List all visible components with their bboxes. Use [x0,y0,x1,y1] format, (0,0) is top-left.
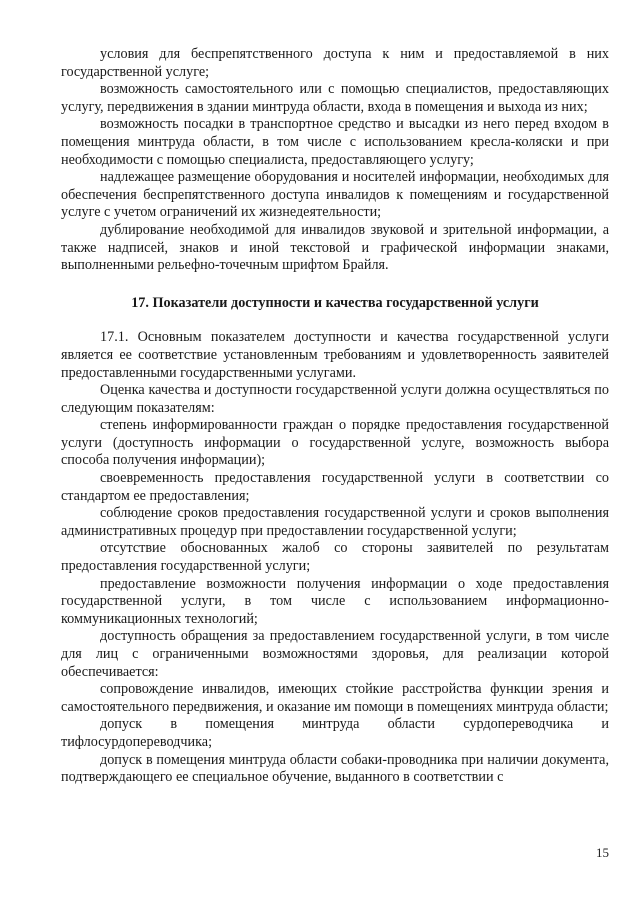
paragraph-equipment-placement: надлежащее размещение оборудования и носителей информации, необходимых для обеспечения беспрепятственного доступа инвалидов к помещениям и государственной услуге с учетом ограничений их жизнедеятельности; [61,169,609,221]
page-body [61,46,609,787]
paragraph-independent-movement: возможность самостоятельного или с помощью специалистов, предоставляющих услугу, передвижения в здании минтруда области, входа в помещения и выхода из них; [61,81,609,115]
paragraph-main-indicator: 17.1. Основным показателем доступности и качества государственной услуги является ее соответствие установленным требованиям и удовлетворенность заявителей предоставленными государственными услугами. [61,329,609,381]
paragraph-no-complaints: отсутствие обоснованных жалоб со стороны заявителей по результатам предоставления государственной услуги; [61,540,609,575]
paragraph-braille-duplication: дублирование необходимой для инвалидов звуковой и зрительной информации, а также надписей, знаков и иной текстовой и графической информации знаками, выполненными рельефно-точечным шрифтом Брайля. [61,221,609,274]
paragraph-awareness: степень информированности граждан о порядке предоставления государственной услуги (доступность информации о государственной услуге, возможность выбора способа получения информации); [61,417,609,469]
paragraph-progress-info: предоставление возможности получения информации о ходе предоставления государственной услуги, в том числе с использованием информационно-коммуникационных технологий; [61,575,609,627]
paragraph-accessibility: доступность обращения за предоставлением государственной услуги, в том числе для лиц с ограниченными возможностями здоровья, для реализации которой обеспечивается: [61,628,609,680]
paragraph-evaluation-intro: Оценка качества и доступности государственной услуги должна осуществляться по следующим показателям: [61,382,609,416]
paragraph-escort: сопровождение инвалидов, имеющих стойкие расстройства функции зрения и самостоятельного передвижения, и оказание им помощи в помещениях минтруда области; [61,681,609,715]
page-number: 15 [596,845,609,860]
paragraph-access-conditions: условия для беспрепятственного доступа к ним и предоставляемой в них государственной услуге; [61,46,609,80]
paragraph-deadlines: соблюдение сроков предоставления государственной услуги и сроков выполнения административных процедур при предоставлении государственной услуги; [61,505,609,539]
paragraph-timeliness: своевременность предоставления государственной услуги в соответствии со стандартом ее предоставления; [61,470,609,504]
paragraph-interpreter-admission: допуск в помещения минтруда области сурдопереводчика и тифлосурдопереводчика; [61,716,609,750]
section-heading: 17. Показатели доступности и качества государственной услуги [131,294,539,311]
paragraph-guide-dog: допуск в помещения минтруда области собаки-проводника при наличии документа, подтверждающего ее специальное обучение, выданного в соответствии с [61,751,609,786]
paragraph-vehicle-boarding: возможность посадки в транспортное средство и высадки из него перед входом в помещения минтруда области, в том числе с использованием кресла-коляски и при необходимости с помощью специалиста, предоставляющего услугу; [61,116,609,168]
